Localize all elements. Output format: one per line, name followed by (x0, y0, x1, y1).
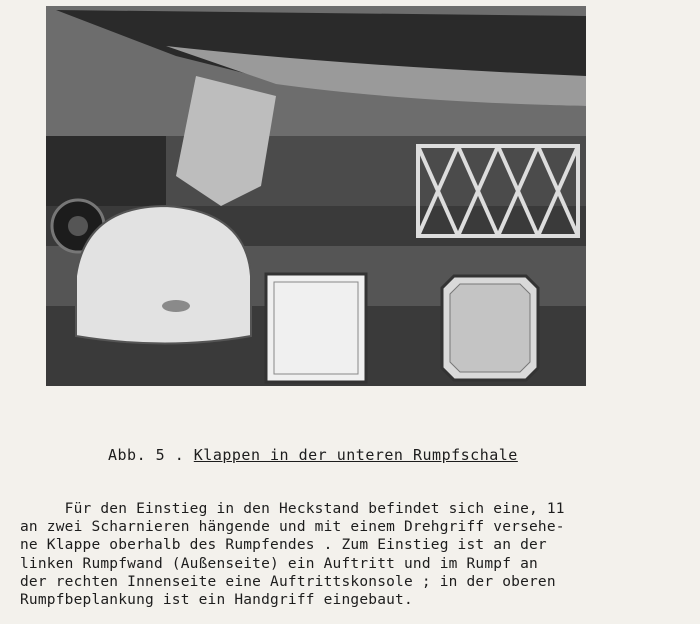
paragraph-line: der rechten Innenseite eine Auftrittskonsole ; in der oberen (20, 573, 556, 590)
paragraph-line: linken Rumpfwand (Außenseite) ein Auftritt und im Rumpf an (20, 555, 538, 572)
paragraph-line: Für den Einstieg in den Heckstand befindet sich eine, 11 (20, 501, 565, 517)
paragraph-line: Rumpfbeplankung ist ein Handgriff eingebaut. (20, 592, 413, 609)
paragraph-line: an zwei Scharnieren hängende und mit einem Drehgriff versehe- (20, 519, 565, 536)
caption-prefix: Abb. 5 . (108, 446, 194, 464)
figure-caption (108, 446, 518, 464)
body-paragraph (20, 500, 690, 609)
paragraph-line: ne Klappe oberhalb des Rumpfendes . Zum Einstieg ist an der (20, 537, 547, 554)
photograph-graphic (46, 6, 586, 386)
photograph (46, 6, 586, 386)
caption-title: Klappen in der unteren Rumpfschale (193, 446, 518, 464)
